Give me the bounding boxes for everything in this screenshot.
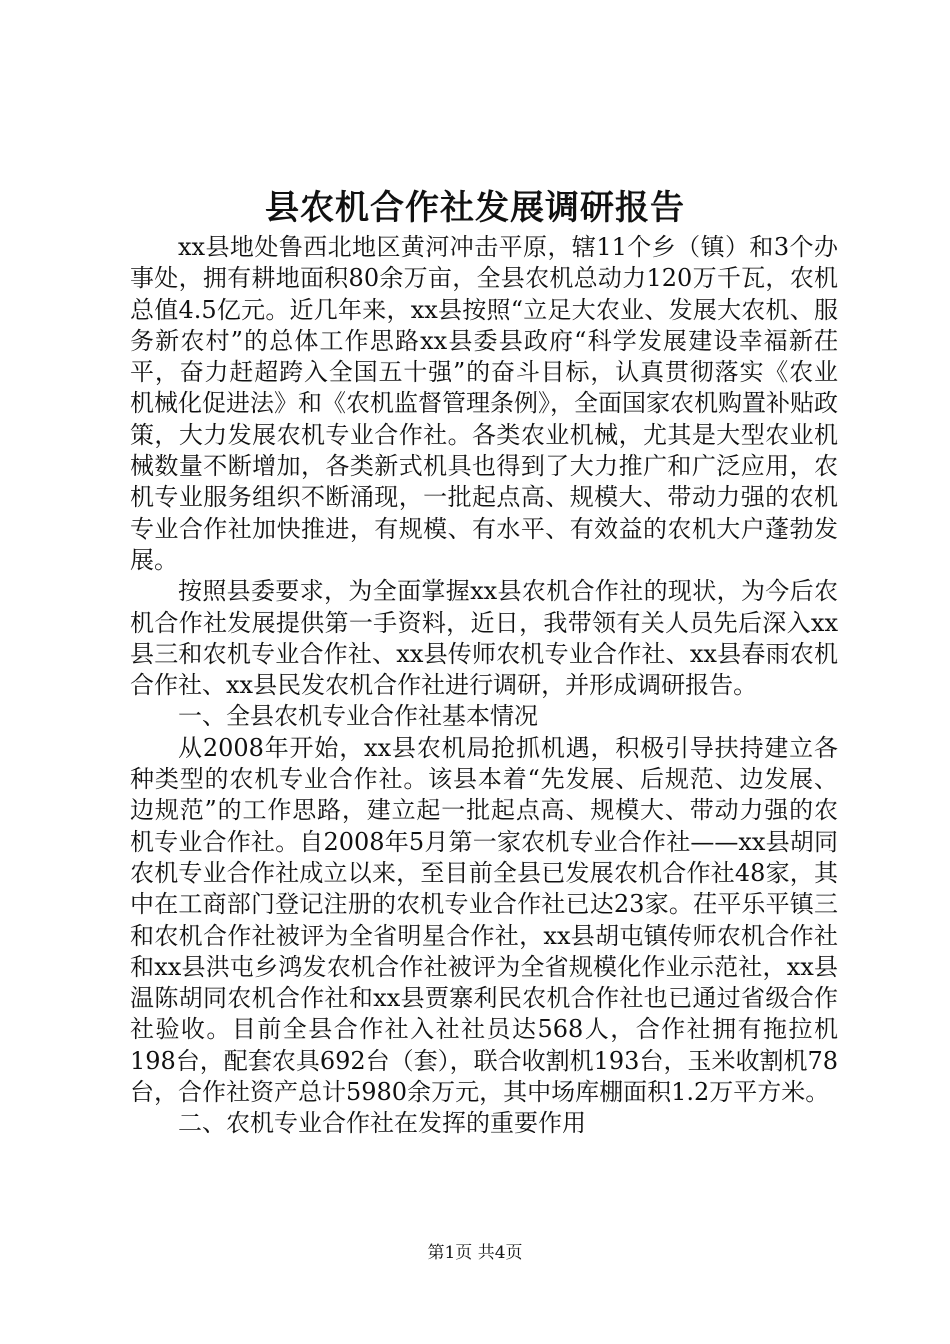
intro-paragraph: xx县地处鲁西北地区黄河冲击平原，辖11个乡（镇）和3个办事处，拥有耕地面积80余万亩，全县农机总动力120万千瓦，农机总值4.5亿元。近几年来，xx县按照“立足大农业、发展大农机、服务新农村”的总体工作思路xx县委县政府“科学发展建设幸福新茌平，奋力赶超跨入全国五十强”的奋斗目标，认真贯彻落实《农业机械化促进法》和《农机监督管理条例》，全面国家农机购置补贴政策，大力发展农机专业合作社。各类农业机械，尤其是大型农业机械数量不断增加，各类新式机具也得到了大力推广和广泛应用，农机专业服务组织不断涌现，一批起点高、规模大、带动力强的农机专业合作社加快推进，有规模、有水平、有效益的农机大户蓬勃发展。	[130, 233, 838, 574]
section-heading-2: 二、农机专业合作社在发挥的重要作用	[178, 1109, 586, 1138]
section-heading-1: 一、全县农机专业合作社基本情况	[178, 702, 538, 731]
purpose-paragraph: 按照县委要求，为全面掌握xx县农机合作社的现状，为今后农机合作社发展提供第一手资料，近日，我带领有关人员先后深入xx县三和农机专业合作社、xx县传师农机专业合作社、xx县春雨农机合作社、xx县民发农机合作社进行调研，并形成调研报告。	[130, 577, 838, 700]
section-1-paragraph: 从2008年开始，xx县农机局抢抓机遇，积极引导扶持建立各种类型的农机专业合作社。该县本着“先发展、后规范、边发展、边规范”的工作思路，建立起一批起点高、规模大、带动力强的农机专业合作社。自2008年5月第一家农机专业合作社——xx县胡同农机专业合作社成立以来，至目前全县已发展农机合作社48家，其中在工商部门登记注册的农机专业合作社已达23家。茌平乐平镇三和农机合作社被评为全省明星合作社，xx县胡屯镇传师农机合作社和xx县洪屯乡鸿发农机合作社被评为全省规模化作业示范社，xx县温陈胡同农机合作社和xx县贾寨利民农机合作社也已通过省级合作社验收。目前全县合作社入社社员达568人，合作社拥有拖拉机198台，配套农具692台（套），联合收割机193台，玉米收割机78台，合作社资产总计5980余万元，其中场库棚面积1.2万平方米。	[130, 733, 838, 1107]
document-title: 县农机合作社发展调研报告	[265, 188, 685, 228]
page-number-footer: 第1页 共4页	[427, 1243, 523, 1263]
document-body	[130, 232, 838, 1140]
